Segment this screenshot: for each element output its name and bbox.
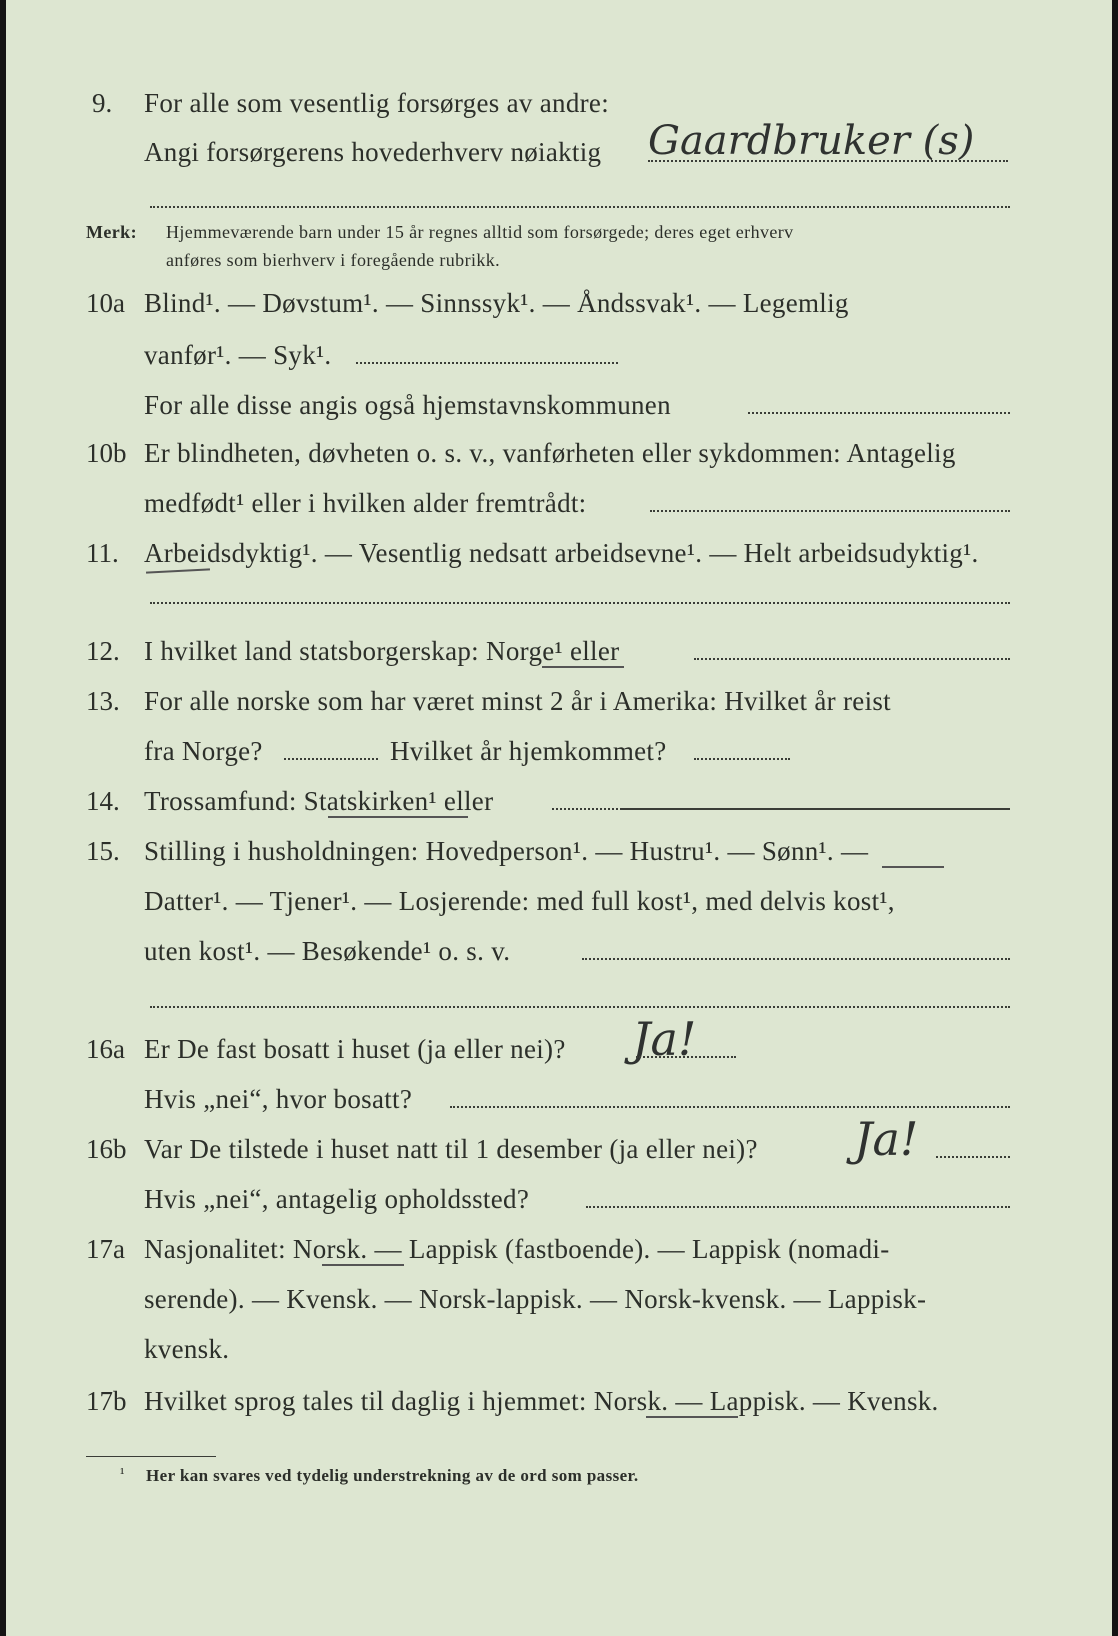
q10a-line2: vanfør¹. — Syk¹. bbox=[144, 340, 332, 370]
q14-answer-rule bbox=[622, 808, 1010, 810]
q9-answer-line bbox=[648, 160, 1008, 162]
merk-label: Merk: bbox=[86, 222, 137, 242]
q12-handwritten-underline bbox=[542, 666, 624, 668]
q15-line2: Datter¹. — Tjener¹. — Losjerende: med full kost¹, med delvis kost¹, bbox=[144, 886, 895, 916]
q17a-handwritten-underline bbox=[322, 1264, 404, 1266]
merk-line2: anføres som bierhverv i foregående rubrikk. bbox=[166, 250, 501, 270]
q11-handwritten-underline bbox=[146, 568, 210, 573]
q14-handwritten-underline bbox=[328, 816, 468, 818]
q17a-number: 17a bbox=[86, 1234, 125, 1264]
q15-line1: Stilling i husholdningen: Hovedperson¹. — Hustru¹. — Sønn¹. — bbox=[144, 836, 869, 866]
q11-extra-line bbox=[150, 602, 1010, 604]
q16a-line2: Hvis „nei“, hvor bosatt? bbox=[144, 1084, 413, 1114]
q13-line2a: fra Norge? bbox=[144, 736, 263, 766]
q15-line3: uten kost¹. — Besøkende¹ o. s. v. bbox=[144, 936, 511, 966]
q12-answer-line bbox=[694, 658, 1010, 660]
q16b-line2: Hvis „nei“, antagelig opholdssted? bbox=[144, 1184, 530, 1214]
q13-reist-answer bbox=[284, 758, 378, 760]
footnote-text: Her kan svares ved tydelig understrekning av de ord som passer. bbox=[146, 1466, 639, 1485]
q16a-answer-line bbox=[636, 1056, 736, 1058]
q10a-line3-answer bbox=[748, 412, 1010, 414]
q9-line2: Angi forsørgerens hovederhverv nøiaktig bbox=[144, 137, 602, 167]
q16a-line1: Er De fast bosatt i huset (ja eller nei)? bbox=[144, 1034, 566, 1064]
q17b-line1: Hvilket sprog tales til daglig i hjemmet: Norsk. — Lappisk. — Kvensk. bbox=[144, 1386, 939, 1416]
q13-hjemkommet-answer bbox=[694, 758, 790, 760]
q10b-line1: Er blindheten, døvheten o. s. v., vanførheten eller sykdommen: Antagelig bbox=[144, 438, 956, 468]
q14-line1: Trossamfund: Statskirken¹ eller bbox=[144, 786, 494, 816]
q15-answer-line bbox=[582, 958, 1010, 960]
q9-number: 9. bbox=[92, 88, 113, 118]
q17a-line3: kvensk. bbox=[144, 1334, 230, 1364]
q15-handwritten-underline bbox=[882, 866, 944, 868]
q9-line1: For alle som vesentlig forsørges av andre: bbox=[144, 88, 609, 118]
merk-line1: Hjemmeværende barn under 15 år regnes alltid som forsørgede; deres eget erhverv bbox=[166, 222, 794, 242]
q9-handwritten-answer: Gaardbruker (s) bbox=[648, 118, 975, 164]
q10a-number: 10a bbox=[86, 288, 125, 318]
q17b-number: 17b bbox=[86, 1386, 127, 1416]
q13-line2b: Hvilket år hjemkommet? bbox=[390, 736, 667, 766]
q17a-line1: Nasjonalitet: Norsk. — Lappisk (fastboende). — Lappisk (nomadi- bbox=[144, 1234, 890, 1264]
q13-line1: For alle norske som har været minst 2 år i Amerika: Hvilket år reist bbox=[144, 686, 891, 716]
q14-answer-dots bbox=[552, 808, 622, 810]
footnote-separator bbox=[86, 1456, 216, 1457]
q15-extra-line bbox=[150, 1006, 1010, 1008]
q13-number: 13. bbox=[86, 686, 120, 716]
q10a-line1: Blind¹. — Døvstum¹. — Sinnssyk¹. — Åndssvak¹. — Legemlig bbox=[144, 288, 849, 318]
q12-number: 12. bbox=[86, 636, 120, 666]
q16b-handwritten-answer: Ja! bbox=[854, 1112, 919, 1166]
q16a-handwritten-answer: Ja! bbox=[632, 1012, 697, 1066]
q11-number: 11. bbox=[86, 538, 119, 568]
q16a-bosatt-answer bbox=[450, 1106, 1010, 1108]
footnote-mark: ¹ bbox=[120, 1466, 125, 1482]
q14-number: 14. bbox=[86, 786, 120, 816]
census-form-page bbox=[6, 0, 1112, 1636]
q16b-answer-line bbox=[936, 1156, 1010, 1158]
q10b-line2: medfødt¹ eller i hvilken alder fremtrådt: bbox=[144, 488, 587, 518]
q17a-line2: serende). — Kvensk. — Norsk-lappisk. — Norsk-kvensk. — Lappisk- bbox=[144, 1284, 927, 1314]
q10b-answer-line bbox=[650, 510, 1010, 512]
q16b-opholdssted-answer bbox=[586, 1206, 1010, 1208]
q15-number: 15. bbox=[86, 836, 120, 866]
q10a-line2-answer bbox=[356, 362, 618, 364]
q11-line1: Arbeidsdyktig¹. — Vesentlig nedsatt arbeidsevne¹. — Helt arbeidsudyktig¹. bbox=[144, 538, 979, 568]
q10a-line3: For alle disse angis også hjemstavnskommunen bbox=[144, 390, 671, 420]
q17b-handwritten-underline bbox=[646, 1416, 738, 1418]
q16b-line1: Var De tilstede i huset natt til 1 desember (ja eller nei)? bbox=[144, 1134, 758, 1164]
q12-line1: I hvilket land statsborgerskap: Norge¹ eller bbox=[144, 636, 620, 666]
q10b-number: 10b bbox=[86, 438, 127, 468]
q16b-number: 16b bbox=[86, 1134, 127, 1164]
q9-extra-line bbox=[150, 206, 1010, 208]
q16a-number: 16a bbox=[86, 1034, 125, 1064]
